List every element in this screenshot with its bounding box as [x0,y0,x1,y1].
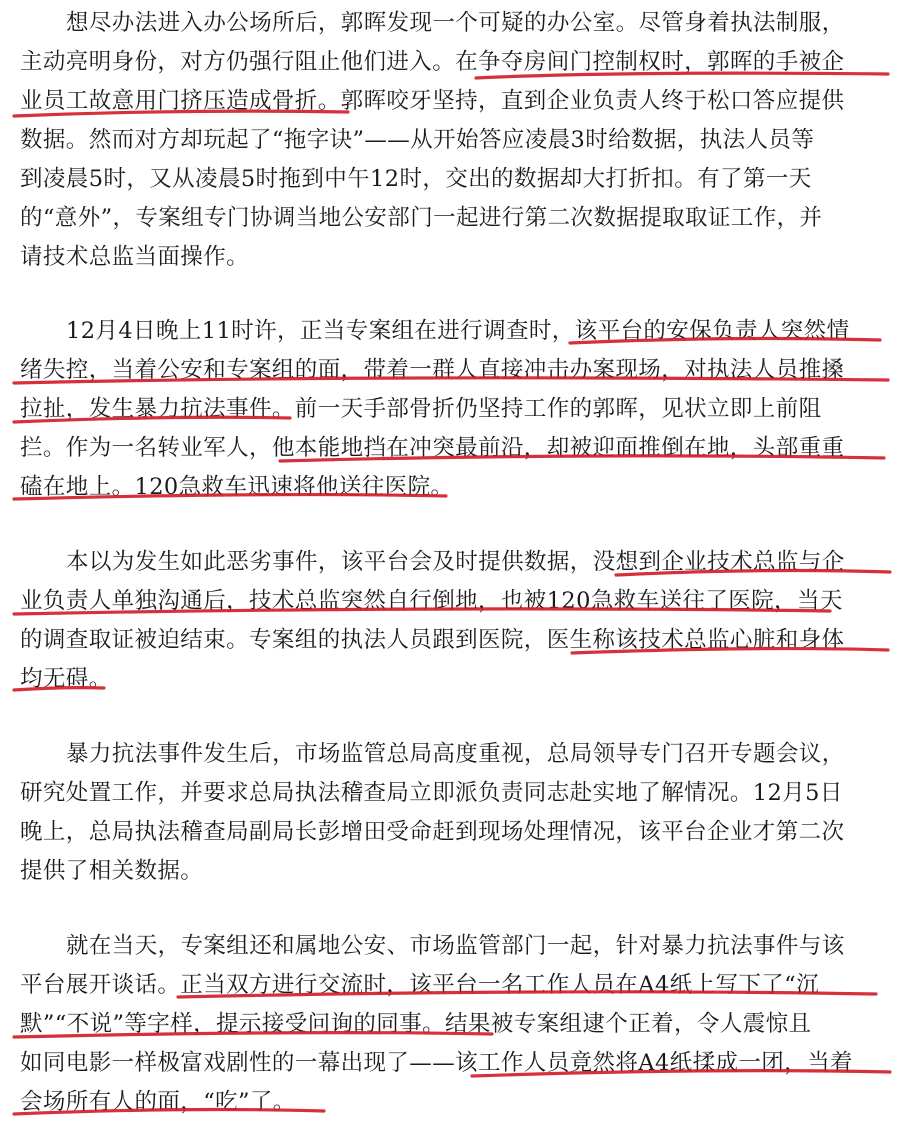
paragraph-line: 绪失控，当着公安和专案组的面，带着一群人直接冲击办案现场，对执法人员推搡 [20,357,845,383]
paragraph-line: 想尽办法进入办公场所后，郭晖发现一个可疑的办公室。尽管身着执法制服， [66,10,845,36]
paragraph-line: 业负责人单独沟通后，技术总监突然自行倒地，也被120急救车送往了医院，当天 [20,588,843,614]
paragraph-line: 均无碍。 [20,666,112,692]
paragraph-line: 平台展开谈话。正当双方进行交流时，该平台一名工作人员在A4纸上写下了“沉 [20,972,819,998]
paragraph-line: 磕在地上。120急救车迅速将他送往医院。 [20,474,454,500]
paragraph-line: 晚上，总局执法稽查局副局长彭增田受命赶到现场处理情况，该平台企业才第二次 [20,819,845,845]
paragraph-line: 本以为发生如此恶劣事件，该平台会及时提供数据，没想到企业技术总监与企 [66,549,845,575]
paragraph-line: 数据。然而对方却玩起了“拖字诀”——从开始答应凌晨3时给数据，执法人员等 [20,127,815,153]
paragraph-line: 的调查取证被迫结束。专案组的执法人员跟到医院，医生称该技术总监心脏和身体 [20,627,845,653]
paragraph-line: 默”“不说”等字样，提示接受问询的同事。结果被专案组逮个正着，令人震惊且 [20,1011,812,1037]
paragraph-line: 拉扯，发生暴力抗法事件。前一天手部骨折仍坚持工作的郭晖，见状立即上前阻 [20,396,822,422]
paragraph-line: 如同电影一样极富戏剧性的一幕出现了——该工作人员竟然将A4纸揉成一团，当着 [20,1050,853,1076]
paragraph-line: 会场所有人的面，“吃”了。 [20,1089,296,1115]
paragraph-line: 提供了相关数据。 [20,858,204,884]
paragraph-line: 拦。作为一名转业军人，他本能地挡在冲突最前沿，却被迎面推倒在地，头部重重 [20,435,845,461]
paragraph-line: 的“意外”，专案组专门协调当地公安部门一起进行第二次数据提取取证工作，并 [20,205,823,231]
paragraph-line: 请技术总监当面操作。 [20,244,250,270]
paragraph-line: 主动亮明身份，对方仍强行阻止他们进入。在争夺房间门控制权时，郭晖的手被企 [20,49,845,75]
paragraph-line: 研究处置工作，并要求总局执法稽查局立即派负责同志赴实地了解情况。12月5日 [20,780,843,806]
paragraph-line: 就在当天，专案组还和属地公安、市场监管部门一起，针对暴力抗法事件与该 [66,933,845,959]
paragraph-line: 12月4日晚上11时许，正当专案组在进行调查时，该平台的安保负责人突然情 [66,318,850,344]
paragraph-line: 暴力抗法事件发生后，市场监管总局高度重视，总局领导专门召开专题会议， [66,741,845,767]
paragraph-line: 到凌晨5时，又从凌晨5时拖到中午12时，交出的数据却大打折扣。有了第一天 [20,166,812,192]
paragraph-line: 业员工故意用门挤压造成骨折。郭晖咬牙坚持，直到企业负责人终于松口答应提供 [20,88,845,114]
